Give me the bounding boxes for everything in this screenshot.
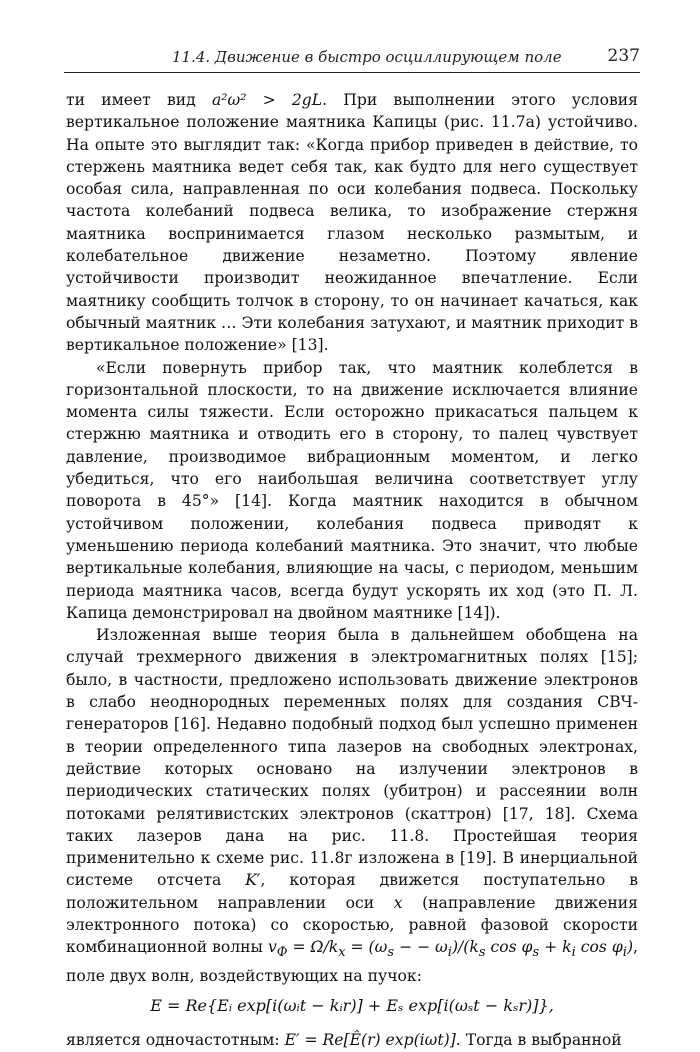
paragraph-2: «Если повернуть прибор так, что маятник колеблется в горизонтальной плоскости, то на движение исключается влияние момента силы тяжести. Если осторожно прикасаться пальцем к стержню маятника и отводить его в сторону, то палец чувствует давление, производимое вибрационным моментом, и легко убедиться, что его наибольшая величина соответствует углу поворота в 45°» [14]. Когда маятник находится в обычном устойчивом положении, колебания подвеса приводят к уменьшению периода колебаний маятника. Это значит, что любые вертикальные колебания, влияющие на часы, с периодом, меньшим периода маятника часов, всегда будут ускорять их ход (это П. Л. Капица демонстрировал на двойном маятнике [14]).	[66, 358, 638, 622]
math-subscript: s	[387, 945, 395, 961]
inline-math: a²ω² > 2gL	[211, 91, 323, 109]
math-symbol: )	[626, 938, 634, 957]
math-subscript: x	[338, 945, 346, 961]
inline-math: E′ = Re[Ê(r) exp(iωt)]	[284, 1031, 456, 1050]
math-symbol: + k	[539, 938, 572, 957]
text-run: , которая движется поступательно в положительном направлении оси	[66, 871, 638, 912]
math-subscript: Ф	[276, 945, 288, 961]
text-run: . При выполнении этого условия вертикальное положение маятника Капицы (рис. 11.7а) устойчиво. На опыте это выглядит так: «Когда прибор приведен в действие, то стержень маятника ведет себя так, как будто для него существует особая сила, направленная по оси колебания подвеса. Поскольку частота колебаний подвеса велика, то изображение стержня маятника воспринимается глазом несколько размытым, и колебательное движение незаметно. Поэтому явление устойчивости производит неожиданное впечатление. Если маятнику сообщить толчок в сторону, то он начинает качаться, как обычный маятник … Эти колебания затухают, и маятник приходит в вертикальное положение» [13].	[66, 91, 638, 355]
math-subscript: i	[622, 945, 627, 961]
math-subscript: s	[478, 945, 486, 961]
math-symbol: v	[267, 938, 277, 957]
math-symbol: − − ω	[394, 938, 448, 957]
math-subscript: i	[447, 945, 452, 961]
text-run: (направление движения электронного потока) со скоростью, равной фазовой скорости комбинационной волны	[66, 893, 638, 957]
page-number: 237	[607, 46, 640, 66]
math-subscript: i	[571, 945, 576, 961]
inline-math	[267, 938, 634, 961]
text-run: Изложенная выше теория была в дальнейшем обобщена на случай трехмерного движения в электромагнитных полях [15]; было, в частности, предложено использовать движение электронов в слабо неоднородных переменных полях для создания СВЧ-генераторов [16]. Недавно подобный подход был успешно применен в теории определенного типа лазеров на свободных электронах, действие которых основано на излучении электронов в периодических статических полях (убитрон) и рассеянии волн потоками релятивистских электронов (скаттрон) [17, 18]. Схема таких лазеров дана на рис. 11.8. Простейшая теория применительно к схеме рис. 11.8г изложена в [19]. В инерциальной системе отсчета	[66, 626, 638, 890]
text-run: является одночастотным:	[66, 1031, 285, 1050]
inline-math: x	[393, 893, 403, 912]
paragraph-3	[66, 624, 638, 987]
paragraph-1	[66, 89, 638, 357]
math-symbol: )/(k	[451, 938, 479, 957]
body-text	[66, 89, 638, 1052]
math-symbol: cos φ	[485, 938, 533, 957]
math-subscript: s	[532, 945, 540, 961]
text-run: . Тогда в выбранной	[455, 1031, 622, 1050]
inline-math: K′	[245, 871, 261, 890]
running-header	[64, 44, 640, 73]
paragraph-4	[66, 1029, 638, 1051]
math-symbol: = Ω/k	[287, 938, 339, 957]
text-run: ти имеет вид	[66, 91, 212, 109]
math-symbol: cos φ	[575, 938, 623, 957]
display-equation: E = Re{Eᵢ exp[i(ωᵢt − kᵢr)] + Eₛ exp[i(ωₛt − kₛr)]},	[150, 995, 554, 1015]
text-run: , поле двух волн, воздействующих на пучок:	[66, 938, 638, 985]
section-title: 11.4. Движение в быстро осциллирующем поле	[172, 48, 562, 66]
math-symbol: = (ω	[345, 938, 388, 957]
